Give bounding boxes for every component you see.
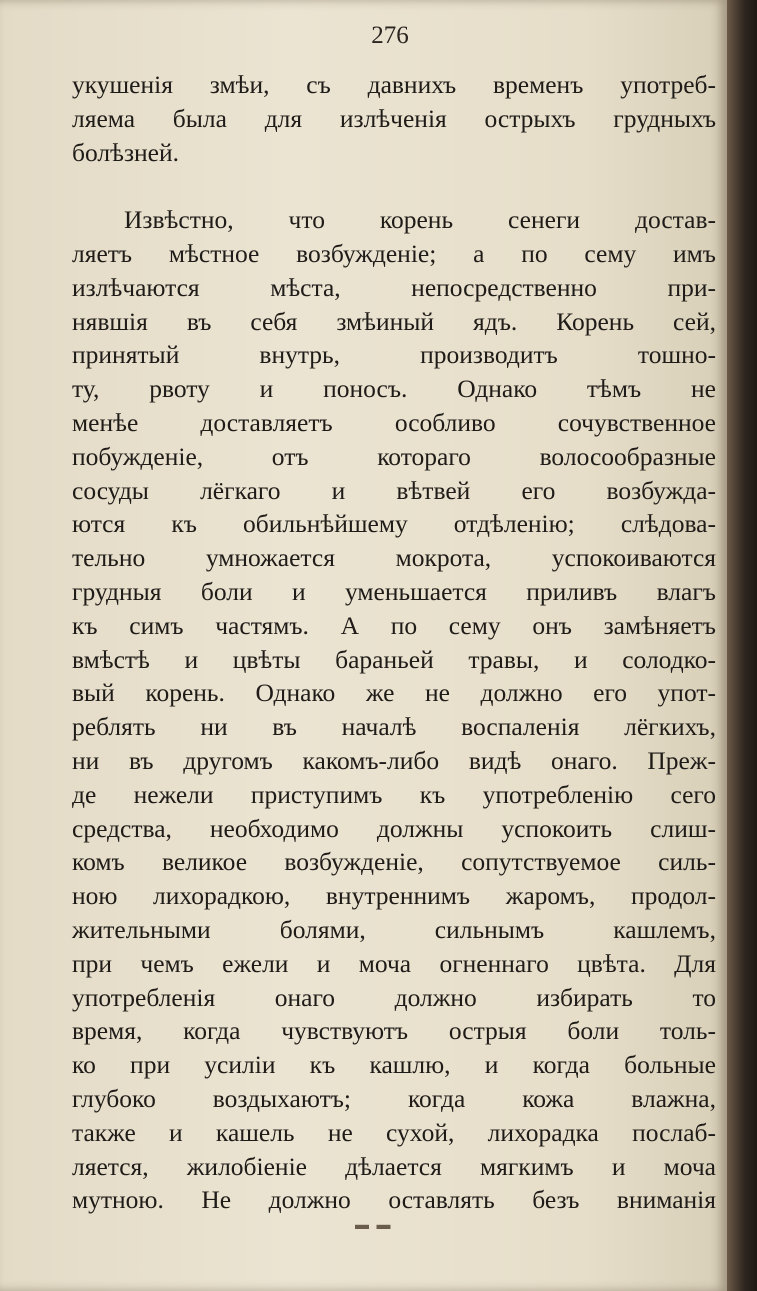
printer-mark: ▬ ▬ bbox=[355, 1218, 393, 1233]
paragraph-2 bbox=[72, 203, 716, 1217]
text-line: при чемъ ежели и моча огненнаго цвѣта. Для bbox=[72, 948, 716, 978]
text-line: глубоко воздыхаютъ; когда кожа влажна, bbox=[72, 1083, 716, 1113]
text-line: ются къ обильнѣйшему отдѣленію; слѣдова- bbox=[72, 509, 716, 539]
text-line: комъ великое возбужденіе, сопутствуемое силь- bbox=[72, 847, 716, 877]
text-line: ту, рвоту и поносъ. Однако тѣмъ не bbox=[72, 374, 716, 404]
text-line: также и кашель не сухой, лихорадка послаб- bbox=[72, 1117, 716, 1147]
text-line: укушенія змѣи, съ давнихъ временъ употреб- bbox=[72, 70, 716, 99]
page-number: 276 bbox=[371, 22, 409, 49]
text-line: реблять ни въ началѣ воспаленія лёгкихъ, bbox=[72, 712, 716, 742]
paragraph-1 bbox=[72, 68, 716, 169]
text-line: грудныя боли и уменьшается приливъ влагъ bbox=[72, 576, 716, 606]
text-line: ляется, жилобіеніе дѣлается мягкимъ и моча bbox=[72, 1151, 716, 1181]
text-line: побужденіе, отъ котораго волосообразные bbox=[72, 441, 716, 471]
text-line: излѣчаются мѣста, непосредственно при- bbox=[72, 272, 716, 302]
paragraph-gap bbox=[72, 169, 716, 203]
text-line: ляема была для излѣченія острыхъ грудныхъ bbox=[72, 103, 716, 133]
text-line: вый корень. Однако же не должно его упот- bbox=[72, 678, 716, 708]
text-line: ною лихорадкою, внутреннимъ жаромъ, продол- bbox=[72, 881, 716, 911]
text-line: мутною. Не должно оставлять безъ вниманія bbox=[72, 1185, 716, 1215]
page-edge-shadow bbox=[727, 0, 757, 1291]
text-line: ко при усиліи къ кашлю, и когда больные bbox=[72, 1050, 716, 1080]
text-line: Извѣстно, что корень сенеги достав- bbox=[124, 205, 716, 235]
text-line: ни въ другомъ какомъ-либо видѣ онаго. Преж- bbox=[72, 745, 716, 775]
text-line: жительными болями, сильнымъ кашлемъ, bbox=[72, 914, 716, 944]
text-line: вмѣстѣ и цвѣты бараньей травы, и солодко- bbox=[72, 644, 716, 674]
text-line: время, когда чувствуютъ острыя боли толь- bbox=[72, 1016, 716, 1046]
page-text bbox=[72, 68, 716, 1217]
text-line: средства, необходимо должны успокоить слиш- bbox=[72, 813, 716, 843]
text-line: ляетъ мѣстное возбужденіе; а по сему имъ bbox=[72, 238, 716, 268]
text-line: болѣзней. bbox=[72, 137, 180, 167]
text-line: къ симъ частямъ. А по сему онъ замѣняетъ bbox=[72, 610, 716, 640]
text-line: менѣе доставляетъ особливо сочувственное bbox=[72, 407, 716, 437]
text-line: тельно умножается мокрота, успокоиваются bbox=[72, 543, 716, 573]
text-line: нявшія въ себя змѣиный ядъ. Корень сей, bbox=[72, 306, 716, 336]
text-line: сосуды лёгкаго и вѣтвей его возбужда- bbox=[72, 475, 716, 505]
text-line: де нежели приступимъ къ употребленію сего bbox=[72, 779, 716, 809]
text-line: употребленія онаго должно избирать то bbox=[72, 982, 716, 1012]
text-line: принятый внутрь, производитъ тошно- bbox=[72, 340, 716, 370]
